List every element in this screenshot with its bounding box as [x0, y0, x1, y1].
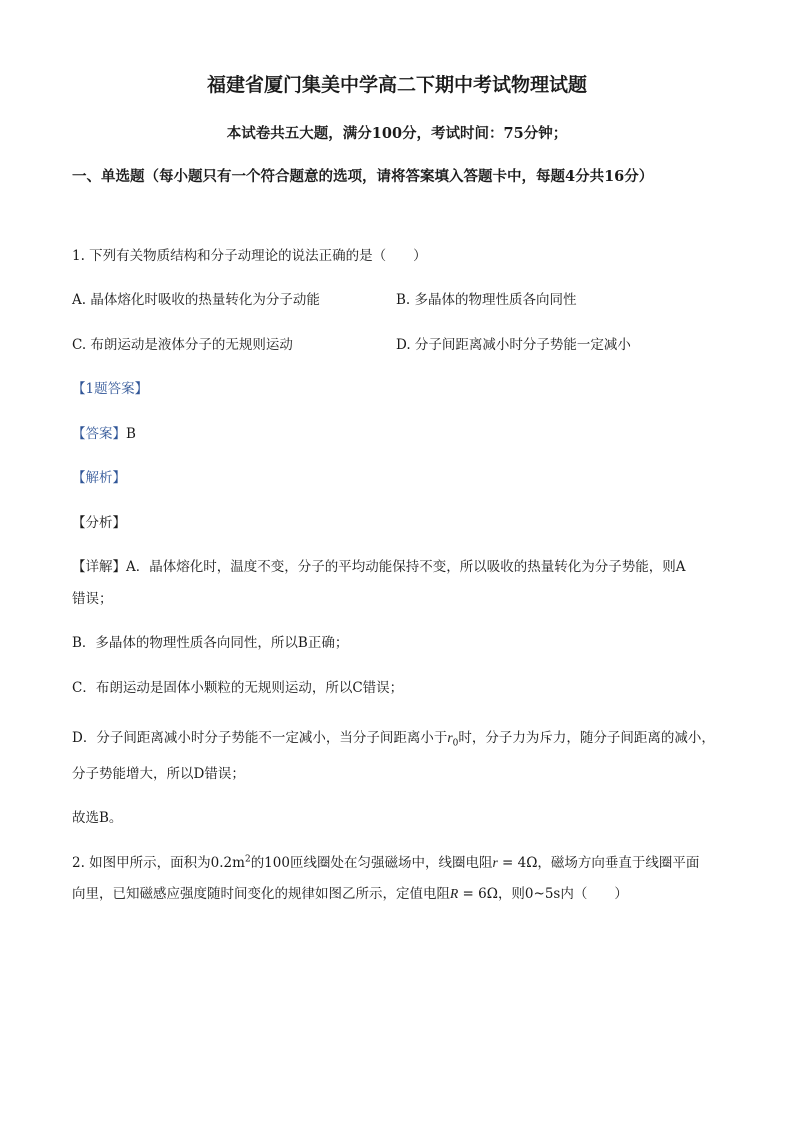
analysis-header: 【解析】: [72, 470, 126, 486]
q2-big-r-value: = 6Ω: [458, 886, 498, 902]
detail-d-pre: D．分子间距离减小时分子势能不一定减小，当分子间距离小于: [72, 730, 448, 746]
question-2-line-1: [72, 851, 699, 871]
subscript-0: 0: [452, 738, 459, 749]
detail-d-line-1: [72, 726, 715, 749]
question-2-line-2: [72, 882, 628, 902]
q2-area-exponent: 2: [244, 854, 251, 865]
variable-r: r: [447, 730, 453, 745]
q2-text-a: 2. 如图甲所示，面积为: [72, 855, 211, 871]
detail-b: B．多晶体的物理性质各向同性，所以B正确；: [72, 635, 349, 651]
q2-area: 0.2m: [210, 855, 245, 871]
conclusion: 故选B。: [72, 810, 123, 826]
question-1-option-b: B. 多晶体的物理性质各向同性: [396, 292, 577, 308]
question-1-option-a: A. 晶体熔化时吸收的热量转化为分子动能: [72, 292, 320, 308]
fenxi-header: 【分析】: [72, 515, 126, 531]
question-1-option-d: D. 分子间距离减小时分子势能一定减小: [396, 337, 631, 353]
exam-info: 本试卷共五大题，满分100分，考试时间：75分钟；: [226, 125, 568, 142]
q2-text-c: ，磁场方向垂直于线圈平面: [537, 855, 700, 871]
detail-line-1: 【详解】A．晶体熔化时，温度不变，分子的平均动能保持不变，所以吸收的热量转化为分子势能，则A: [72, 559, 686, 575]
question-1-stem: 1. 下列有关物质结构和分子动理论的说法正确的是（ ）: [72, 248, 427, 264]
detail-d-line-2: 分子势能增大，所以D错误；: [72, 766, 245, 782]
variable-small-r: r: [492, 855, 498, 870]
answer-header: 【1题答案】: [72, 381, 149, 397]
question-1-option-c: C. 布朗运动是液体分子的无规则运动: [72, 337, 293, 353]
detail-d-post: 时，分子力为斥力，随分子间距离的减小，: [458, 730, 715, 746]
answer-value: B: [126, 426, 136, 442]
detail-c: C．布朗运动是固体小颗粒的无规则运动，所以C错误；: [72, 680, 404, 696]
detail-line-2: 错误；: [72, 591, 113, 607]
answer-label: 【答案】: [72, 426, 126, 442]
section-heading-single-choice: 一、单选题（每小题只有一个符合题意的选项，请将答案填入答题卡中，每题4分共16分）: [72, 168, 654, 185]
q2-text-e: ，则0~5s内（ ）: [497, 886, 628, 902]
q2-text-b: 的100匝线圈处在匀强磁场中，线圈电阻: [250, 855, 493, 871]
q2-r-value: = 4Ω: [497, 855, 538, 871]
q2-text-d: 向里，已知磁感应强度随时间变化的规律如图乙所示，定值电阻: [72, 886, 450, 902]
page-title: 福建省厦门集美中学高二下期中考试物理试题: [206, 74, 587, 96]
variable-big-r: R: [450, 886, 459, 901]
answer-text: [72, 422, 136, 442]
